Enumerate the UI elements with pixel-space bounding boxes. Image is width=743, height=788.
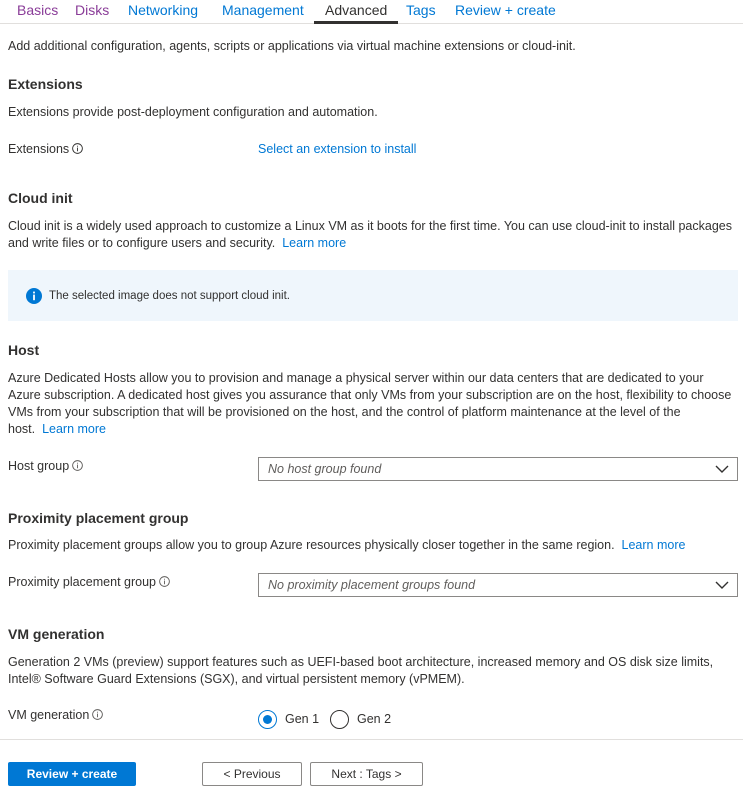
cloud-init-description bbox=[8, 218, 733, 252]
vm-generation-description: Generation 2 VMs (preview) support features such as UEFI-based boot architecture, increased memory and OS disk size limits, Intel® Software Guard Extensions (SGX), and virtual persistent memory (vPMEM). bbox=[8, 655, 714, 686]
active-tab-indicator bbox=[314, 21, 398, 24]
tab-bar bbox=[0, 0, 743, 24]
extensions-heading: Extensions bbox=[8, 76, 83, 92]
host-description bbox=[8, 370, 738, 438]
tab-advanced[interactable]: Advanced bbox=[325, 2, 388, 18]
proximity-description-text: Proximity placement groups allow you to group Azure resources physically closer together in the same region. bbox=[8, 538, 615, 552]
radio-selected-dot bbox=[263, 715, 272, 724]
info-icon[interactable] bbox=[92, 709, 103, 720]
tab-networking[interactable]: Networking bbox=[128, 2, 199, 18]
vm-generation-label-text: VM generation bbox=[8, 708, 90, 722]
tab-disks[interactable]: Disks bbox=[75, 2, 110, 18]
radio-gen1-circle[interactable] bbox=[258, 710, 277, 729]
next-tags-button[interactable]: Next : Tags > bbox=[310, 762, 423, 786]
proximity-heading: Proximity placement group bbox=[8, 510, 189, 526]
proximity-learn-more-link[interactable]: Learn more bbox=[621, 538, 686, 552]
host-group-dropdown-value: No host group found bbox=[268, 462, 382, 476]
radio-gen1[interactable] bbox=[258, 710, 328, 730]
cloud-init-heading: Cloud init bbox=[8, 190, 73, 206]
info-filled-icon bbox=[26, 288, 42, 304]
proximity-description bbox=[8, 537, 685, 554]
host-description-text: Azure Dedicated Hosts allow you to provision and manage a physical server within our data centers that are dedicated to your Azure subscription. A dedicated host gives you assurance that only VMs from your subscription are on the host, flexibility to choose VMs from your subscription that will be provisioned on the host, and the control of platform maintenance at the level of the host. bbox=[8, 371, 732, 436]
proximity-dropdown-value: No proximity placement groups found bbox=[268, 578, 476, 592]
host-learn-more-link[interactable]: Learn more bbox=[42, 422, 106, 436]
cloud-init-learn-more-link[interactable]: Learn more bbox=[282, 236, 347, 250]
chevron-down-icon bbox=[715, 579, 729, 591]
host-group-label-text: Host group bbox=[8, 459, 70, 473]
extensions-field-label bbox=[8, 141, 83, 158]
tab-basics[interactable]: Basics bbox=[17, 2, 59, 18]
proximity-group-dropdown[interactable] bbox=[258, 573, 738, 597]
info-icon[interactable] bbox=[72, 143, 83, 154]
banner-message: The selected image does not support cloud init. bbox=[49, 290, 291, 302]
extensions-label-text: Extensions bbox=[8, 142, 70, 156]
review-create-button[interactable]: Review + create bbox=[8, 762, 136, 786]
vm-generation-heading: VM generation bbox=[8, 626, 105, 642]
radio-gen1-label: Gen 1 bbox=[285, 712, 320, 726]
radio-gen2-circle[interactable] bbox=[330, 710, 349, 729]
host-group-dropdown[interactable] bbox=[258, 457, 738, 481]
radio-gen2[interactable] bbox=[330, 710, 400, 730]
info-banner bbox=[8, 270, 738, 321]
tab-management[interactable]: Management bbox=[222, 2, 304, 18]
tab-review-create[interactable]: Review + create bbox=[455, 2, 556, 18]
select-extension-link[interactable]: Select an extension to install bbox=[258, 142, 417, 156]
extensions-description: Extensions provide post-deployment configuration and automation. bbox=[8, 105, 378, 119]
tab-tags[interactable]: Tags bbox=[406, 2, 436, 18]
radio-gen2-label: Gen 2 bbox=[357, 712, 392, 726]
info-icon[interactable] bbox=[72, 460, 83, 471]
host-group-field-label bbox=[8, 458, 83, 475]
proximity-field-label bbox=[8, 574, 170, 591]
footer-divider bbox=[0, 739, 743, 740]
info-icon[interactable] bbox=[159, 576, 170, 587]
intro-text: Add additional configuration, agents, scripts or applications via virtual machine extensions or cloud-init. bbox=[8, 39, 576, 53]
proximity-label-text: Proximity placement group bbox=[8, 575, 156, 589]
cloud-init-description-text: Cloud init is a widely used approach to customize a Linux VM as it boots for the first time. You can use cloud-init to install packages and write files or to configure users and security. bbox=[8, 219, 732, 250]
vm-generation-field-label bbox=[8, 707, 103, 724]
previous-button[interactable]: < Previous bbox=[202, 762, 302, 786]
host-heading: Host bbox=[8, 342, 40, 358]
chevron-down-icon bbox=[715, 463, 729, 475]
